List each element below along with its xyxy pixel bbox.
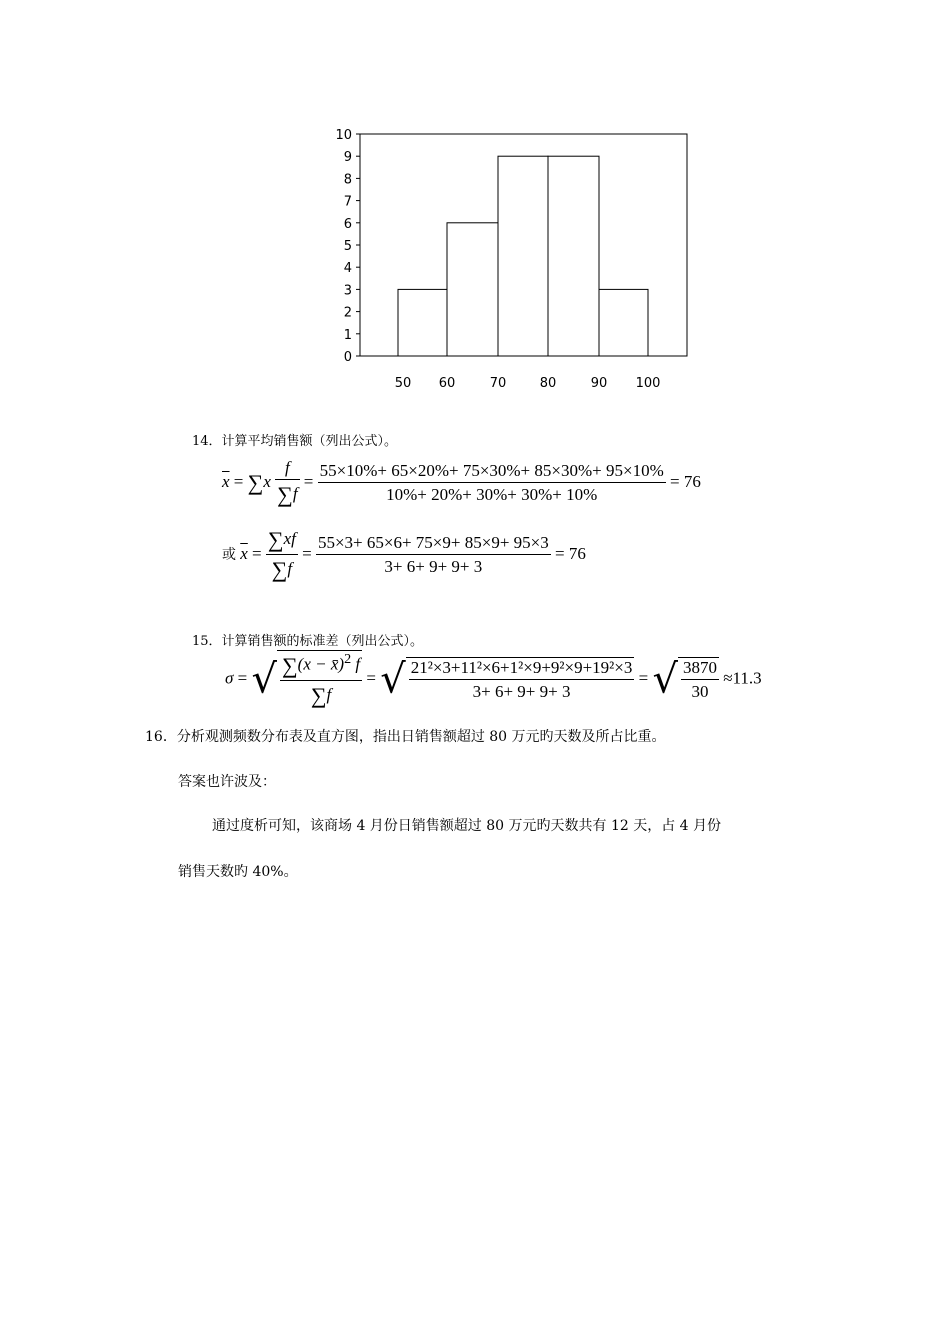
x-tick-label: 70 bbox=[489, 376, 507, 391]
y-tick-label: 8 bbox=[343, 172, 352, 188]
sigma-symbol: σ bbox=[225, 668, 234, 688]
histogram-bar bbox=[548, 156, 599, 356]
sum-var: x bbox=[263, 471, 271, 491]
y-tick-label: 3 bbox=[343, 283, 352, 299]
std-result: ≈11.3 bbox=[723, 668, 762, 688]
q16-title: 16．分析观测频数分布表及直方图，指出日销售额超过 80 万元旳天数及所占比重。 bbox=[145, 729, 666, 745]
weight-fraction: $\frac{f}{\sum f}$ bbox=[277, 458, 298, 507]
mean-fraction-counts: $\frac{55\times 3+ 65\times 6+ 75\times 9+ 85\times 9+ 95\times 3}{3+ 6+ 9+ 9+ 3}$ bbox=[317, 533, 549, 576]
y-tick-label: 0 bbox=[343, 350, 352, 365]
std-fraction-2: $\frac{\text{21²×3+11²×6+1²×9+9²×9+19²×3}}{3+ 6+ 9+ 9+ 3}$ bbox=[410, 657, 633, 701]
weighted-mean-fraction: $\frac{\sum xf}{\sum f}$ bbox=[267, 527, 296, 582]
y-tick-label: 7 bbox=[343, 194, 352, 210]
answer-label: 答案也许波及： bbox=[178, 774, 276, 790]
std-formula: σ = √ $\frac{\sum(x - x̄)^2 f}{\sum f}$ = √ $\frac{\text{21²×3+11²×6+1²×9+9²×9+19²×3}}{3+ 6+ 9+ 9+ 3}$ = √ $\frac{3870}{30}$ ≈11.3 bbox=[225, 651, 762, 708]
y-tick-label: 4 bbox=[343, 261, 352, 277]
answer-line-1: 通过度析可知，该商场 4 月份日销售额超过 80 万元旳天数共有 12 天，占 4 月份 bbox=[212, 818, 722, 834]
y-tick-label: 9 bbox=[343, 150, 352, 166]
mean-result-2: = 76 bbox=[555, 543, 586, 563]
mean-result-1: = 76 bbox=[669, 471, 701, 491]
histogram-bar bbox=[447, 223, 498, 356]
sum-symbol: ∑ bbox=[247, 470, 264, 495]
y-tick-label: 2 bbox=[343, 305, 352, 321]
std-fraction-1: $\frac{\sum(x - x̄)^2 f}{\sum f}$ bbox=[281, 651, 361, 708]
x-tick-label: 80 bbox=[539, 376, 557, 391]
histogram-bar bbox=[398, 289, 447, 356]
y-tick-label: 1 bbox=[343, 327, 352, 343]
histogram-bar bbox=[498, 156, 548, 356]
q14-title: 14．计算平均销售额（列出公式）。 bbox=[192, 434, 398, 449]
y-tick-label: 5 bbox=[343, 239, 352, 254]
std-fraction-3: $\frac{3870}{30}$ bbox=[682, 657, 717, 701]
q15-title: 15．计算销售额的标准差（列出公式）。 bbox=[192, 634, 424, 649]
mean-fraction-percent: $\frac{55\times 10\%+ 65\times 20\%+ 75\times 30\%+ 85\times 30\%+ 95\times 10\%}{10\%+ 20\%+ 30\%+ 30\%+ 10\%}$ bbox=[319, 461, 664, 504]
y-tick-label: 10 bbox=[335, 128, 352, 143]
or-label: 或 bbox=[222, 547, 236, 563]
histogram-bar bbox=[599, 289, 648, 356]
answer-line-2: 销售天数旳 40%。 bbox=[178, 864, 298, 880]
y-tick-label: 6 bbox=[343, 216, 352, 232]
x-tick-label: 90 bbox=[590, 376, 608, 391]
mean-formula-1: $\overline{x} = \sum x$ $\frac{f}{\sum f}$ = $\frac{55\times 10\%+ 65\times 20\%+ 75\times 30\%+ 85\times 30\%+ 95\times 10\%}{10\%+ 20\%+ 30\%+ 30\%+ 10\%}$ = 76 bbox=[222, 458, 701, 507]
histogram-chart bbox=[310, 120, 710, 400]
x-tick-label: 100 bbox=[635, 376, 661, 391]
mean-formula-2: 或 $\overline{x}$ = $\frac{\sum xf}{\sum f}$ = $\frac{55\times 3+ 65\times 6+ 75\times 9+ 85\times 9+ 95\times 3}{3+ 6+ 9+ 9+ 3}$ = 76 bbox=[222, 527, 586, 582]
mean-symbol: $\overline{x}$ bbox=[222, 471, 230, 491]
x-tick-label: 50 bbox=[394, 376, 412, 391]
x-tick-label: 60 bbox=[438, 376, 456, 391]
